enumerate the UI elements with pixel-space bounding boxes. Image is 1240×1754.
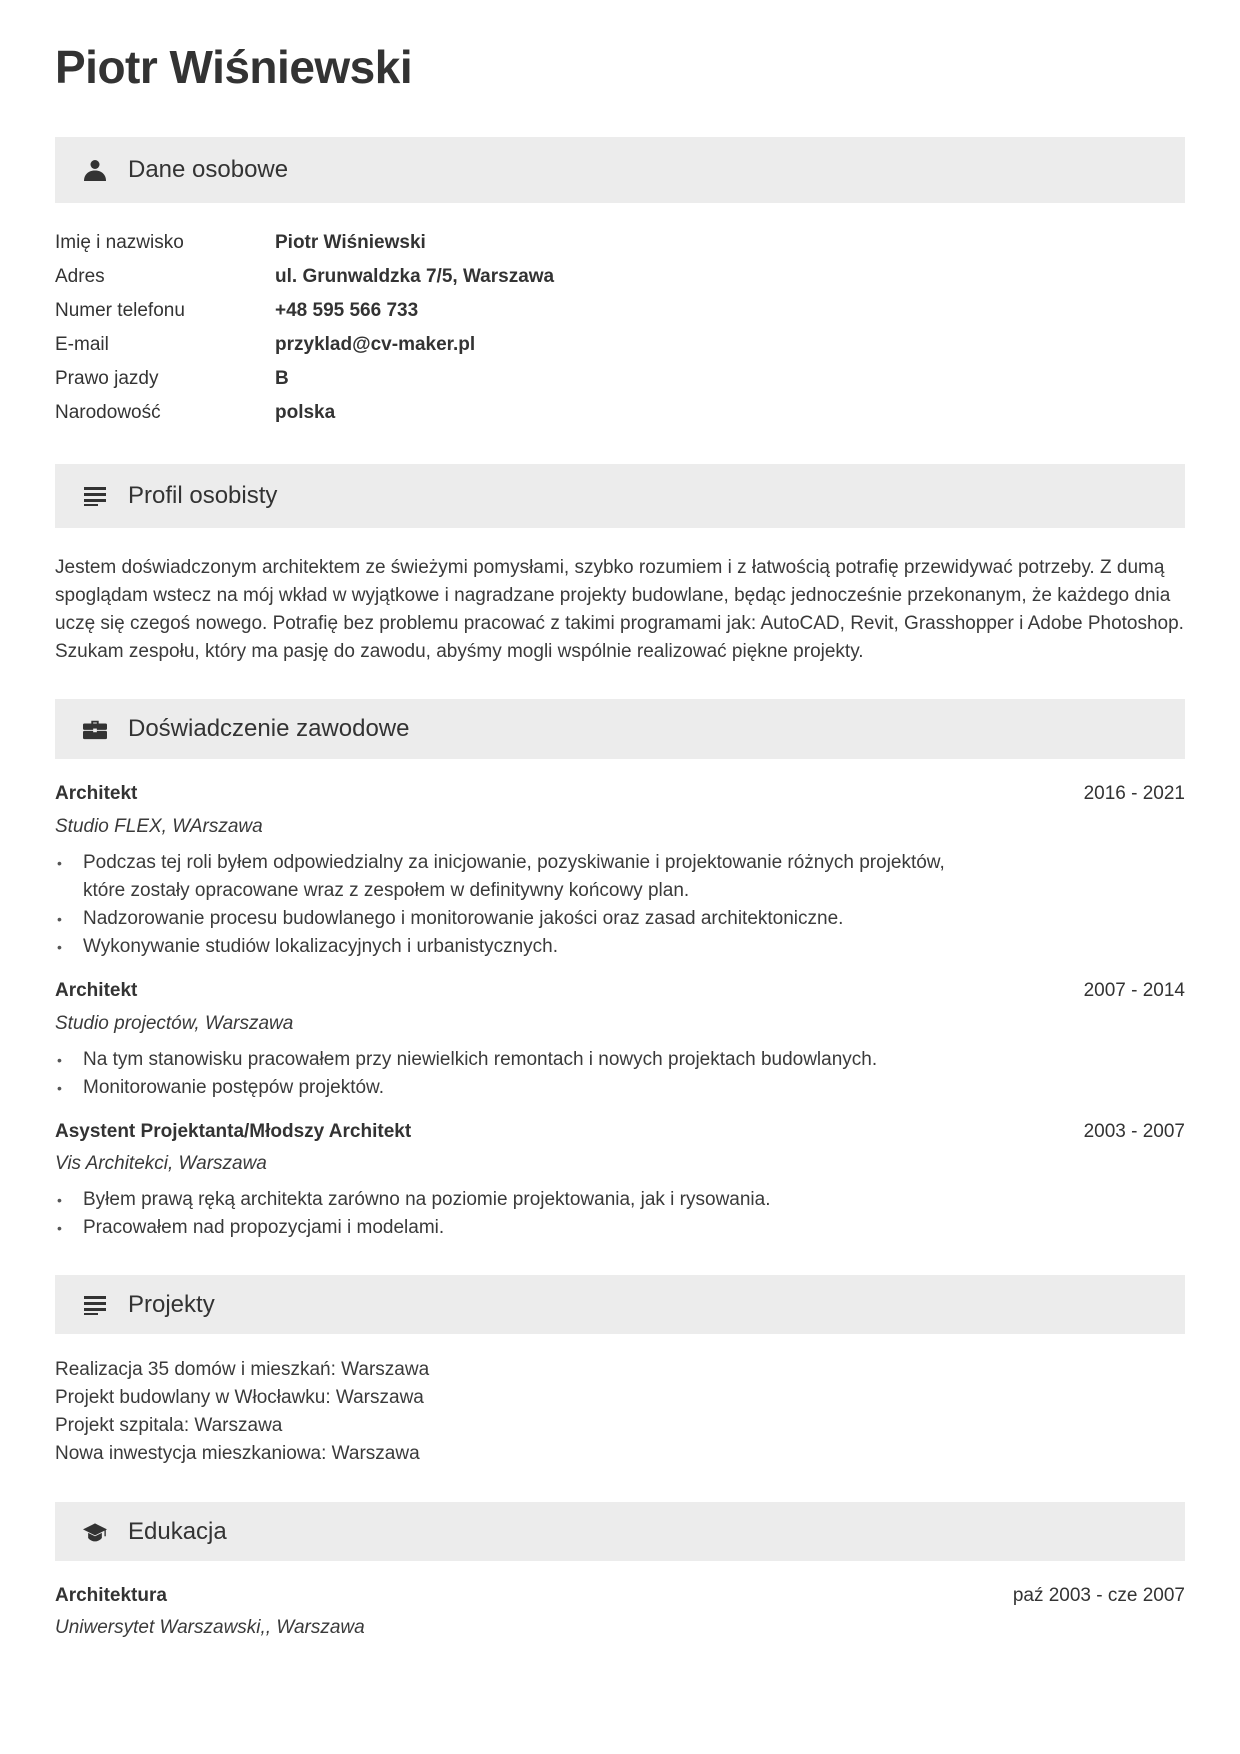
list-item: • Pracowałem nad propozycjami i modelami. [55,1214,1055,1242]
list-item: Realizacja 35 domów i mieszkań: Warszawa [55,1359,430,1380]
field-value: +48 595 566 733 [275,300,419,321]
job-header [55,780,1185,808]
section-header-personal [55,137,1185,203]
section-title: Projekty [128,1290,215,1318]
list-item: Nowa inwestycja mieszkaniowa: Warszawa [55,1443,420,1464]
section-title: Edukacja [128,1517,227,1545]
section-title: Profil osobisty [128,482,278,509]
job-company: Studio projectów, Warszawa [55,1013,294,1034]
job-company: Vis Architekci, Warszawa [55,1153,267,1174]
section-title: Dane osobowe [128,156,289,183]
job-header [55,1118,1185,1146]
field-value: polska [275,402,336,423]
projects-list [55,1356,429,1468]
person-icon [83,158,107,182]
school-name: Uniwersytet Warszawski,, Warszawa [55,1617,365,1638]
field-value: ul. Grunwaldzka 7/5, Warszawa [275,266,555,287]
field-label: Adres [55,266,105,287]
personal-row [55,362,855,396]
field-value: B [275,368,289,389]
text-lines-icon [83,484,107,508]
list-item: Projekt budowlany w Włocławku: Warszawa [55,1387,424,1408]
graduation-cap-icon [83,1520,107,1544]
section-header-education [55,1502,1185,1561]
job-dates: 2007 - 2014 [1083,980,1185,1001]
field-value: Piotr Wiśniewski [275,232,426,253]
job-bullets [55,849,975,961]
field-label: Numer telefonu [55,300,185,321]
personal-row [55,396,855,430]
field-label: Imię i nazwisko [55,232,184,253]
field-label: E-mail [55,334,109,355]
email-value: przyklad@cv-maker.pl [275,334,476,355]
job-bullets [55,1046,1055,1102]
personal-row [55,260,855,294]
job-bullets [55,1186,1055,1242]
list-item: • Na tym stanowisku pracowałem przy niewielkich remontach i nowych projektach budowlanych. [55,1046,1055,1074]
section-title: Doświadczenie zawodowe [128,715,410,742]
list-item: Projekt szpitala: Warszawa [55,1415,283,1436]
briefcase-icon [83,717,107,741]
job-title: Architekt [55,783,138,804]
field-label: Prawo jazdy [55,368,159,389]
job-company: Studio FLEX, WArszawa [55,816,263,837]
candidate-name: Piotr Wiśniewski [55,41,413,93]
job-title: Asystent Projektanta/Młodszy Architekt [55,1121,412,1142]
list-item: • Byłem prawą ręką architekta zarówno na poziomie projektowania, jak i rysowania. [55,1186,1055,1214]
text-lines-icon [83,1293,107,1317]
list-item: • Nadzorowanie procesu budowlanego i monitorowanie jakości oraz zasad architektoniczne. [55,905,975,933]
degree-title: Architektura [55,1585,167,1606]
list-item: • Monitorowanie postępów projektów. [55,1074,1055,1102]
personal-row [55,226,855,260]
section-header-profile [55,464,1185,528]
personal-row [55,328,855,362]
field-label: Narodowość [55,402,161,423]
section-header-projects [55,1275,1185,1334]
education-dates: paź 2003 - cze 2007 [1012,1585,1185,1606]
job-dates: 2016 - 2021 [1083,783,1185,804]
profile-text: Jestem doświadczonym architektem ze świeżymi pomysłami, szybko rozumiem i z łatwością potrafię przewidywać potrzeby. Z dumą spoglądam wstecz na mój wkład w wyjątkowe i nagradzane projekty budowlane, będąc jednocześnie przekonanym, że każdego dnia uczę się czegoś nowego. Potrafię bez problemu pracować z takimi programami jak: AutoCAD, Revit, Grasshopper i Adobe Photoshop. Szukam zespołu, który ma pasję do zawodu, abyśmy mogli wspólnie realizować piękne projekty. [55,557,1184,662]
job-dates: 2003 - 2007 [1083,1121,1185,1142]
list-item: • Wykonywanie studiów lokalizacyjnych i urbanistycznych. [55,933,975,961]
list-item: • Podczas tej roli byłem odpowiedzialny za inicjowanie, pozyskiwanie i projektowanie różnych projektów, które zostały opracowane wraz z zespołem w definitywny końcowy plan. [55,849,975,905]
job-header [55,977,1185,1005]
education-header [55,1582,1185,1610]
job-title: Architekt [55,980,138,1001]
personal-row [55,294,855,328]
section-header-experience [55,699,1185,759]
